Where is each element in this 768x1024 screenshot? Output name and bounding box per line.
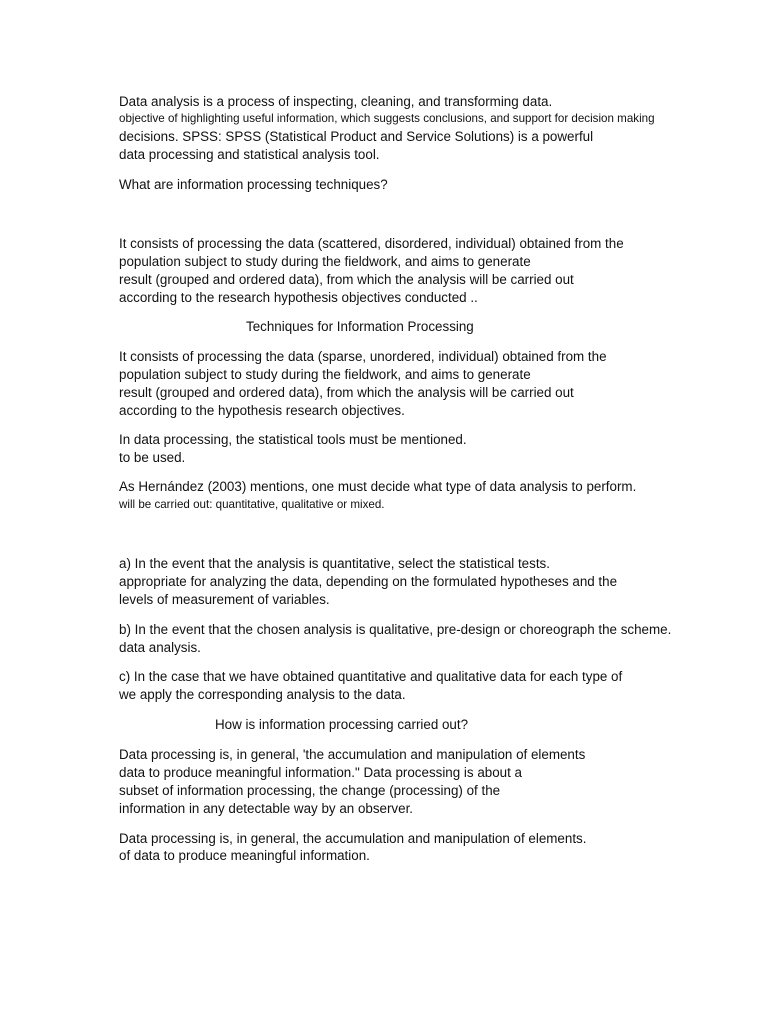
text-line: to be used. [119,450,186,465]
text-line: objective of highlighting useful information, which suggests conclusions, and support for decision making [119,112,655,125]
text-line: result (grouped and ordered data), from which the analysis will be carried out [119,272,574,287]
text-line: will be carried out: quantitative, qualitative or mixed. [119,498,385,511]
text-line: data analysis. [119,640,201,655]
text-line: Data processing is, in general, 'the accumulation and manipulation of elements [119,747,586,762]
text-line: Data analysis is a process of inspecting, cleaning, and transforming data. [119,94,553,109]
text-line: In data processing, the statistical tools must be mentioned. [119,432,467,447]
text-line: b) In the event that the chosen analysis is qualitative, pre-design or choreograph the scheme. [119,622,672,637]
text-line: according to the hypothesis research objectives. [119,403,405,418]
text-line: we apply the corresponding analysis to the data. [119,687,406,702]
section-heading: Techniques for Information Processing [246,319,474,334]
text-line: population subject to study during the fieldwork, and aims to generate [119,254,531,269]
text-line: a) In the event that the analysis is quantitative, select the statistical tests. [119,556,550,571]
text-line: population subject to study during the fieldwork, and aims to generate [119,367,531,382]
text-line: subset of information processing, the change (processing) of the [119,783,501,798]
text-line: data to produce meaningful information." Data processing is about a [119,765,522,780]
text-line: decisions. SPSS: SPSS (Statistical Product and Service Solutions) is a powerful [119,129,594,144]
text-line: appropriate for analyzing the data, depending on the formulated hypotheses and the [119,574,618,589]
text-line: As Hernández (2003) mentions, one must decide what type of data analysis to perform. [119,479,637,494]
text-line: c) In the case that we have obtained quantitative and qualitative data for each type of [119,669,623,684]
text-line: levels of measurement of variables. [119,592,330,607]
text-line: result (grouped and ordered data), from which the analysis will be carried out [119,385,574,400]
text-line: Data processing is, in general, the accumulation and manipulation of elements. [119,831,587,846]
text-line: according to the research hypothesis objectives conducted .. [119,290,478,305]
section-question: What are information processing techniques? [119,177,388,192]
text-line: It consists of processing the data (sparse, unordered, individual) obtained from the [119,349,607,364]
text-line: information in any detectable way by an observer. [119,801,414,816]
text-line: It consists of processing the data (scattered, disordered, individual) obtained from the [119,236,624,251]
text-line: of data to produce meaningful information. [119,848,370,863]
text-line: data processing and statistical analysis tool. [119,147,380,162]
section-heading: How is information processing carried out? [215,717,469,732]
